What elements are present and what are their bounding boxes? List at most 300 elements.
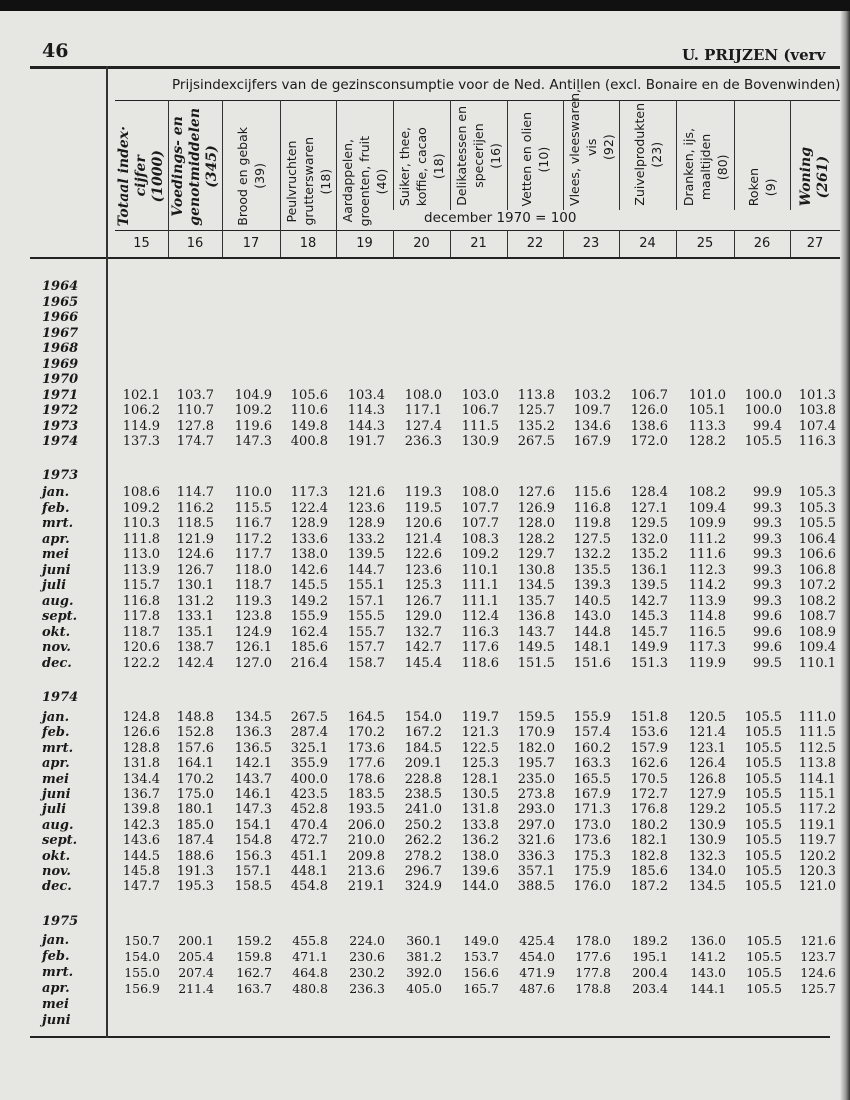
table-cell: 127.5 bbox=[573, 531, 611, 547]
row-label: jan. bbox=[42, 485, 70, 500]
table-cell: 114.2 bbox=[688, 578, 726, 593]
table-cell: 126.0 bbox=[630, 403, 668, 418]
table-cell: 177.6 bbox=[347, 756, 385, 772]
table-cell: 127.9 bbox=[688, 787, 726, 802]
column-header bbox=[393, 100, 450, 210]
table-cell: 116.8 bbox=[573, 500, 611, 516]
table-cell: 145.3 bbox=[630, 609, 668, 624]
table-cell: 126.8 bbox=[688, 771, 726, 787]
table-cell: 113.8 bbox=[798, 756, 836, 772]
table-cell: 111.2 bbox=[688, 531, 726, 547]
column-header bbox=[676, 100, 734, 210]
table-cell: 236.3 bbox=[349, 981, 385, 996]
table-cell: 105.5 bbox=[744, 864, 782, 879]
table-cell: 154.0 bbox=[124, 949, 160, 964]
table-cell: 170.2 bbox=[176, 771, 214, 787]
table-cell: 182.0 bbox=[517, 740, 555, 756]
table-cell: 116.8 bbox=[122, 593, 160, 609]
table-cell: 114.7 bbox=[176, 485, 214, 500]
table-cell: 176.8 bbox=[630, 802, 668, 818]
table-cell: 105.5 bbox=[744, 802, 782, 818]
table-title: Prijsindexcijfers van de gezinsconsumptie voor de Ned. Antillen (excl. Bonaire en de Bovenwinden) bbox=[172, 77, 841, 93]
table-cell: 128.2 bbox=[688, 434, 726, 449]
table-cell: 278.2 bbox=[404, 848, 442, 864]
column-number: 25 bbox=[696, 236, 714, 251]
table-cell: 111.6 bbox=[688, 547, 726, 562]
table-cell: 105.5 bbox=[746, 981, 782, 996]
table-cell: 136.5 bbox=[234, 740, 272, 756]
table-cell: 189.2 bbox=[632, 933, 668, 948]
table-cell: 128.2 bbox=[517, 531, 555, 547]
table-cell: 99.3 bbox=[753, 516, 782, 531]
table-cell: 105.5 bbox=[746, 965, 782, 980]
table-cell: 211.4 bbox=[178, 981, 214, 996]
table-cell: 99.3 bbox=[753, 578, 782, 593]
column-number: 24 bbox=[639, 236, 656, 251]
table-cell: 154.0 bbox=[404, 710, 442, 725]
table-cell: 141.2 bbox=[690, 949, 726, 964]
table-cell: 191.3 bbox=[176, 864, 214, 879]
table-cell: 195.1 bbox=[632, 949, 668, 964]
column-number: 21 bbox=[470, 236, 487, 251]
table-cell: 145.4 bbox=[404, 655, 442, 671]
table-cell: 144.8 bbox=[573, 624, 611, 640]
table-cell: 296.7 bbox=[404, 864, 442, 879]
table-cell: 128.1 bbox=[461, 771, 499, 787]
table-cell: 324.9 bbox=[404, 879, 442, 895]
column-header-label: Vetten en olien (10) bbox=[519, 111, 551, 206]
table-cell: 124.6 bbox=[800, 965, 836, 980]
table-cell: 105.5 bbox=[744, 817, 782, 833]
table-cell: 138.0 bbox=[461, 848, 499, 864]
row-label: juli bbox=[42, 578, 67, 593]
table-cell: 105.6 bbox=[290, 387, 328, 403]
table-cell: 128.9 bbox=[290, 516, 328, 531]
table-cell: 154.1 bbox=[234, 817, 272, 833]
column-header-label: Woning (261) bbox=[798, 146, 831, 206]
table-cell: 177.8 bbox=[575, 965, 611, 980]
table-cell: 142.7 bbox=[404, 640, 442, 655]
table-cell: 105.5 bbox=[744, 725, 782, 741]
table-cell: 177.6 bbox=[575, 949, 611, 964]
table-cell: 105.5 bbox=[746, 949, 782, 964]
table-cell: 167.9 bbox=[573, 787, 611, 802]
table-cell: 136.8 bbox=[517, 609, 555, 624]
table-cell: 135.1 bbox=[176, 624, 214, 640]
table-cell: 121.3 bbox=[461, 725, 499, 741]
table-cell: 123.1 bbox=[688, 740, 726, 756]
table-cell: 157.6 bbox=[176, 740, 214, 756]
row-label: 1965 bbox=[42, 294, 79, 310]
table-cell: 120.5 bbox=[688, 710, 726, 725]
section-year-header: 1973 bbox=[42, 468, 79, 483]
table-cell: 170.5 bbox=[630, 771, 668, 787]
table-cell: 145.7 bbox=[630, 624, 668, 640]
table-cell: 170.9 bbox=[517, 725, 555, 741]
table-cell: 105.1 bbox=[688, 403, 726, 418]
row-label: jan. bbox=[42, 933, 70, 948]
column-header-label: Vlees, vleeswaren, vis (92) bbox=[566, 89, 616, 206]
table-cell: 109.9 bbox=[688, 516, 726, 531]
table-cell: 144.3 bbox=[347, 418, 385, 434]
table-cell: 105.5 bbox=[746, 933, 782, 948]
column-header bbox=[790, 100, 840, 210]
table-cell: 124.9 bbox=[234, 624, 272, 640]
table-cell: 151.3 bbox=[630, 655, 668, 671]
table-cell: 164.1 bbox=[176, 756, 214, 772]
table-cell: 134.0 bbox=[688, 864, 726, 879]
table-cell: 162.6 bbox=[630, 756, 668, 772]
column-number: 18 bbox=[299, 236, 317, 251]
row-label: 1972 bbox=[42, 403, 79, 418]
table-cell: 200.4 bbox=[632, 965, 668, 980]
row-label: juni bbox=[42, 787, 71, 802]
column-number: 27 bbox=[806, 236, 824, 251]
table-cell: 173.0 bbox=[573, 817, 611, 833]
table-cell: 230.2 bbox=[349, 965, 385, 980]
table-cell: 126.7 bbox=[176, 562, 214, 578]
table-cell: 114.1 bbox=[798, 771, 836, 787]
unit-note: december 1970 = 100 bbox=[420, 210, 581, 226]
table-cell: 297.0 bbox=[517, 817, 555, 833]
table-cell: 182.1 bbox=[630, 833, 668, 849]
table-cell: 111.5 bbox=[461, 418, 499, 434]
table-cell: 119.7 bbox=[461, 710, 499, 725]
table-cell: 392.0 bbox=[406, 965, 442, 980]
table-cell: 238.5 bbox=[404, 787, 442, 802]
table-cell: 293.0 bbox=[517, 802, 555, 818]
row-label: nov. bbox=[42, 640, 71, 655]
table-cell: 143.0 bbox=[690, 965, 726, 980]
table-cell: 159.2 bbox=[236, 933, 272, 948]
table-cell: 112.4 bbox=[461, 609, 499, 624]
table-cell: 128.4 bbox=[630, 485, 668, 500]
table-cell: 400.8 bbox=[290, 434, 328, 449]
table-cell: 184.5 bbox=[404, 740, 442, 756]
table-cell: 149.5 bbox=[517, 640, 555, 655]
table-cell: 110.3 bbox=[122, 516, 160, 531]
table-cell: 452.8 bbox=[290, 802, 328, 818]
table-cell: 123.6 bbox=[404, 562, 442, 578]
table-cell: 133.2 bbox=[347, 531, 385, 547]
table-cell: 131.8 bbox=[122, 756, 160, 772]
table-cell: 131.8 bbox=[461, 802, 499, 818]
table-cell: 130.9 bbox=[688, 817, 726, 833]
table-cell: 124.6 bbox=[176, 547, 214, 562]
table-cell: 101.0 bbox=[688, 387, 726, 403]
table-cell: 151.6 bbox=[573, 655, 611, 671]
table-cell: 165.7 bbox=[463, 981, 499, 996]
table-cell: 129.2 bbox=[688, 802, 726, 818]
table-cell: 216.4 bbox=[290, 655, 328, 671]
table-cell: 127.6 bbox=[517, 485, 555, 500]
table-cell: 273.8 bbox=[517, 787, 555, 802]
table-cell: 103.8 bbox=[798, 403, 836, 418]
table-cell: 149.9 bbox=[630, 640, 668, 655]
table-cell: 105.3 bbox=[798, 500, 836, 516]
table-cell: 108.0 bbox=[461, 485, 499, 500]
table-cell: 130.8 bbox=[517, 562, 555, 578]
column-header-label: Totaal index· cijfer (1000) bbox=[116, 125, 166, 226]
table-cell: 110.1 bbox=[461, 562, 499, 578]
table-cell: 109.4 bbox=[688, 500, 726, 516]
table-cell: 119.5 bbox=[404, 500, 442, 516]
table-cell: 126.9 bbox=[517, 500, 555, 516]
table-cell: 113.9 bbox=[122, 562, 160, 578]
table-cell: 175.3 bbox=[573, 848, 611, 864]
table-cell: 117.3 bbox=[290, 485, 328, 500]
table-cell: 119.9 bbox=[688, 655, 726, 671]
table-cell: 113.8 bbox=[517, 387, 555, 403]
table-cell: 136.1 bbox=[630, 562, 668, 578]
table-cell: 130.9 bbox=[461, 434, 499, 449]
table-cell: 106.6 bbox=[798, 547, 836, 562]
row-label: dec. bbox=[42, 879, 72, 895]
table-cell: 175.9 bbox=[573, 864, 611, 879]
column-header bbox=[115, 100, 168, 230]
table-cell: 105.5 bbox=[744, 879, 782, 895]
table-cell: 180.2 bbox=[630, 817, 668, 833]
table-cell: 108.2 bbox=[688, 485, 726, 500]
table-cell: 105.5 bbox=[744, 740, 782, 756]
table-cell: 113.9 bbox=[688, 593, 726, 609]
table-cell: 119.6 bbox=[234, 418, 272, 434]
table-cell: 178.0 bbox=[575, 933, 611, 948]
column-number: 20 bbox=[413, 236, 430, 251]
table-cell: 153.6 bbox=[630, 725, 668, 741]
table-cell: 138.6 bbox=[630, 418, 668, 434]
table-cell: 116.3 bbox=[461, 624, 499, 640]
column-header-label: Delikatessen en specerijen (16) bbox=[454, 106, 503, 206]
table-cell: 117.6 bbox=[461, 640, 499, 655]
table-cell: 120.6 bbox=[122, 640, 160, 655]
table-cell: 155.9 bbox=[573, 710, 611, 725]
table-cell: 121.4 bbox=[404, 531, 442, 547]
table-cell: 123.8 bbox=[234, 609, 272, 624]
table-cell: 405.0 bbox=[406, 981, 442, 996]
row-label: juni bbox=[42, 562, 71, 578]
table-cell: 108.0 bbox=[404, 387, 442, 403]
table-cell: 388.5 bbox=[517, 879, 555, 895]
table-cell: 139.5 bbox=[347, 547, 385, 562]
table-cell: 133.1 bbox=[176, 609, 214, 624]
table-cell: 149.0 bbox=[463, 933, 499, 948]
table-cell: 127.0 bbox=[234, 655, 272, 671]
table-cell: 125.7 bbox=[517, 403, 555, 418]
table-bottom-rule bbox=[30, 1036, 830, 1038]
table-cell: 165.5 bbox=[573, 771, 611, 787]
table-cell: 487.6 bbox=[519, 981, 555, 996]
table-cell: 135.5 bbox=[573, 562, 611, 578]
row-label: 1968 bbox=[42, 341, 79, 356]
row-label: mrt. bbox=[42, 965, 74, 980]
table-cell: 122.4 bbox=[290, 500, 328, 516]
table-cell: 228.8 bbox=[404, 771, 442, 787]
row-label: 1973 bbox=[42, 418, 79, 434]
table-cell: 130.1 bbox=[176, 578, 214, 593]
column-header-label: Aardappelen, groenten, fruit (40) bbox=[340, 135, 389, 226]
table-cell: 224.0 bbox=[349, 933, 385, 948]
row-label: mei bbox=[42, 771, 69, 787]
table-cell: 116.3 bbox=[798, 434, 836, 449]
table-cell: 207.4 bbox=[178, 965, 214, 980]
table-cell: 151.8 bbox=[630, 710, 668, 725]
table-cell: 142.1 bbox=[234, 756, 272, 772]
table-cell: 130.5 bbox=[461, 787, 499, 802]
table-cell: 117.1 bbox=[404, 403, 442, 418]
row-label: sept. bbox=[42, 833, 78, 849]
table-cell: 156.6 bbox=[463, 965, 499, 980]
table-cell: 241.0 bbox=[404, 802, 442, 818]
table-cell: 115.7 bbox=[122, 578, 160, 593]
table-cell: 162.4 bbox=[290, 624, 328, 640]
table-cell: 133.6 bbox=[290, 531, 328, 547]
table-cell: 157.1 bbox=[347, 593, 385, 609]
table-cell: 172.7 bbox=[630, 787, 668, 802]
table-cell: 464.8 bbox=[292, 965, 328, 980]
table-cell: 155.7 bbox=[347, 624, 385, 640]
table-cell: 159.8 bbox=[236, 949, 272, 964]
table-cell: 117.2 bbox=[798, 802, 836, 818]
table-cell: 127.8 bbox=[176, 418, 214, 434]
table-cell: 103.0 bbox=[461, 387, 499, 403]
table-cell: 109.4 bbox=[798, 640, 836, 655]
table-cell: 119.8 bbox=[573, 516, 611, 531]
row-label: feb. bbox=[42, 500, 70, 516]
table-cell: 149.2 bbox=[290, 593, 328, 609]
table-cell: 99.3 bbox=[753, 562, 782, 578]
table-cell: 146.1 bbox=[234, 787, 272, 802]
table-cell: 118.7 bbox=[122, 624, 160, 640]
page-curl-shadow bbox=[840, 0, 850, 1100]
column-header-label: Suiker, thee, koffie, cacao (18) bbox=[397, 126, 446, 206]
table-cell: 134.5 bbox=[517, 578, 555, 593]
row-label: jan. bbox=[42, 710, 70, 725]
table-cell: 129.0 bbox=[404, 609, 442, 624]
table-cell: 129.7 bbox=[517, 547, 555, 562]
table-cell: 113.0 bbox=[122, 547, 160, 562]
table-cell: 135.2 bbox=[630, 547, 668, 562]
row-label: mei bbox=[42, 547, 69, 562]
table-cell: 108.2 bbox=[798, 593, 836, 609]
table-cell: 133.8 bbox=[461, 817, 499, 833]
table-cell: 121.0 bbox=[798, 879, 836, 895]
table-cell: 142.4 bbox=[176, 655, 214, 671]
table-cell: 145.8 bbox=[122, 864, 160, 879]
table-cell: 355.9 bbox=[290, 756, 328, 772]
table-cell: 142.7 bbox=[630, 593, 668, 609]
table-cell: 173.6 bbox=[347, 740, 385, 756]
table-cell: 132.7 bbox=[404, 624, 442, 640]
table-cell: 105.5 bbox=[744, 848, 782, 864]
table-cell: 148.1 bbox=[573, 640, 611, 655]
column-number: 15 bbox=[133, 236, 150, 251]
table-cell: 144.0 bbox=[461, 879, 499, 895]
table-cell: 219.1 bbox=[347, 879, 385, 895]
table-cell: 131.2 bbox=[176, 593, 214, 609]
header-rule bbox=[115, 230, 840, 231]
table-cell: 121.6 bbox=[800, 933, 836, 948]
table-cell: 103.2 bbox=[573, 387, 611, 403]
row-label: aug. bbox=[42, 817, 74, 833]
table-cell: 119.1 bbox=[798, 817, 836, 833]
table-cell: 174.7 bbox=[176, 434, 214, 449]
table-cell: 101.3 bbox=[798, 387, 836, 403]
table-cell: 472.7 bbox=[290, 833, 328, 849]
table-cell: 106.4 bbox=[798, 531, 836, 547]
table-cell: 139.6 bbox=[461, 864, 499, 879]
table-cell: 140.5 bbox=[573, 593, 611, 609]
table-cell: 105.5 bbox=[744, 434, 782, 449]
table-cell: 125.3 bbox=[404, 578, 442, 593]
table-cell: 321.6 bbox=[517, 833, 555, 849]
row-label: 1964 bbox=[42, 279, 79, 294]
table-cell: 111.8 bbox=[122, 531, 160, 547]
table-cell: 135.7 bbox=[517, 593, 555, 609]
table-cell: 167.2 bbox=[404, 725, 442, 741]
table-cell: 105.5 bbox=[744, 833, 782, 849]
table-cell: 100.0 bbox=[744, 387, 782, 403]
table-cell: 203.4 bbox=[632, 981, 668, 996]
column-header bbox=[222, 100, 280, 230]
table-cell: 158.5 bbox=[234, 879, 272, 895]
table-cell: 267.5 bbox=[517, 434, 555, 449]
column-header bbox=[450, 100, 507, 210]
table-cell: 200.1 bbox=[178, 933, 214, 948]
table-cell: 108.6 bbox=[122, 485, 160, 500]
table-cell: 126.6 bbox=[122, 725, 160, 741]
table-cell: 114.9 bbox=[122, 418, 160, 434]
table-cell: 109.7 bbox=[573, 403, 611, 418]
table-cell: 117.8 bbox=[122, 609, 160, 624]
table-cell: 209.8 bbox=[347, 848, 385, 864]
table-cell: 115.1 bbox=[798, 787, 836, 802]
column-header-label: Peulvruchten grutterswaren (18) bbox=[283, 137, 333, 226]
column-header-label: Dranken, ijs, maaltijden (80) bbox=[680, 127, 730, 206]
table-cell: 126.1 bbox=[234, 640, 272, 655]
table-cell: 106.2 bbox=[122, 403, 160, 418]
table-cell: 106.7 bbox=[630, 387, 668, 403]
table-cell: 107.4 bbox=[798, 418, 836, 434]
table-cell: 195.3 bbox=[176, 879, 214, 895]
row-label: apr. bbox=[42, 531, 70, 547]
table-cell: 103.4 bbox=[347, 387, 385, 403]
table-cell: 183.5 bbox=[347, 787, 385, 802]
table-cell: 151.5 bbox=[517, 655, 555, 671]
row-label: juli bbox=[42, 802, 67, 818]
table-cell: 105.5 bbox=[744, 771, 782, 787]
table-cell: 99.3 bbox=[753, 500, 782, 516]
table-cell: 114.8 bbox=[688, 609, 726, 624]
table-cell: 195.7 bbox=[517, 756, 555, 772]
table-cell: 132.2 bbox=[573, 547, 611, 562]
table-cell: 158.7 bbox=[347, 655, 385, 671]
table-cell: 99.6 bbox=[753, 624, 782, 640]
scan-top-edge bbox=[0, 0, 850, 11]
row-label: feb. bbox=[42, 949, 70, 964]
table-cell: 336.3 bbox=[517, 848, 555, 864]
table-cell: 109.2 bbox=[461, 547, 499, 562]
row-label: dec. bbox=[42, 655, 72, 671]
table-cell: 99.9 bbox=[753, 485, 782, 500]
table-cell: 180.1 bbox=[176, 802, 214, 818]
table-cell: 138.0 bbox=[290, 547, 328, 562]
table-cell: 455.8 bbox=[292, 933, 328, 948]
table-cell: 157.7 bbox=[347, 640, 385, 655]
column-header bbox=[168, 100, 222, 230]
table-cell: 423.5 bbox=[290, 787, 328, 802]
table-cell: 132.3 bbox=[688, 848, 726, 864]
